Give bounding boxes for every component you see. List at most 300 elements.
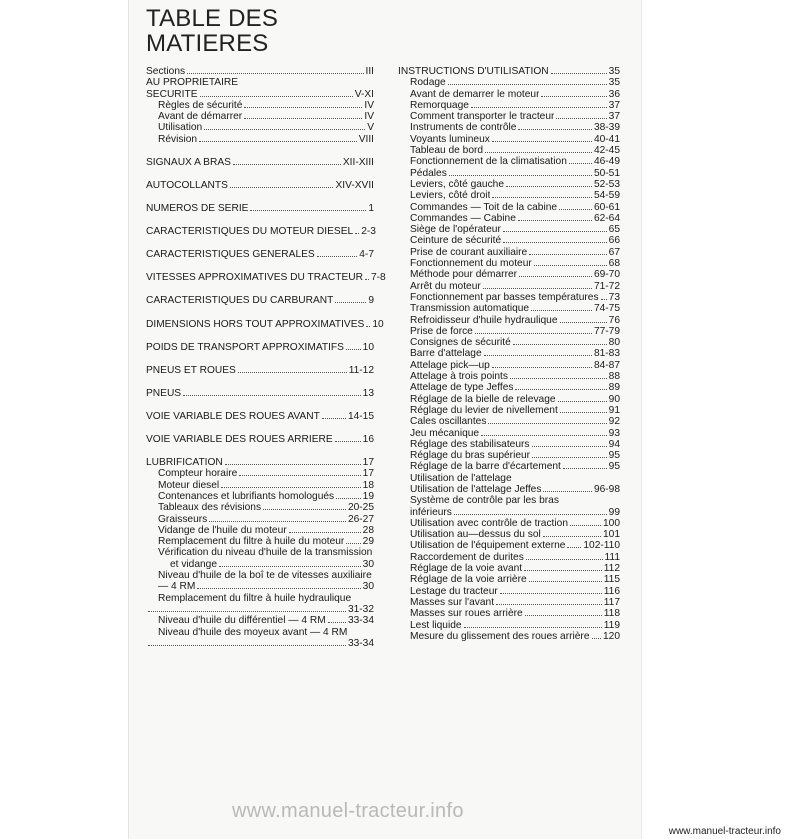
toc-entry [146,388,374,399]
toc-entry-page: 20-25 [347,502,374,514]
toc-entry [146,502,374,513]
toc-entry-page: 33-34 [347,615,374,627]
toc-entry-page: 33-34 [347,637,374,649]
toc-entry-page: XIV-XVII [335,179,374,191]
toc-entry-label: Graisseurs [158,513,208,525]
toc-entry [398,326,620,337]
toc-leader-dots [374,554,378,555]
toc-entry-label: Vidange de l'huile du moteur [158,524,287,536]
toc-entry-label: Fonctionnement de la climatisation [410,156,567,168]
toc-entry-page: 11-12 [348,364,374,376]
toc-entry-label: Prise de courant auxiliaire [410,246,528,258]
toc-entry [398,552,620,563]
toc-entry-label: Utilisation avec contrôle de traction [410,517,568,529]
toc-entry-page: 17 [362,457,374,469]
corner-url: www.manuel-tracteur.info [668,826,781,837]
toc-entry-label: LUBRIFICATION [146,457,223,469]
toc-leader-dots [250,209,366,211]
toc-entry-label: Utilisation de l'attelage [410,472,512,484]
toc-entry-page: 102-110 [583,540,620,552]
toc-entry [398,168,620,179]
toc-leader-dots [514,480,618,481]
toc-entry-page: 16 [362,434,374,445]
toc-entry-page: 100 [603,517,620,529]
toc-entry [146,627,374,638]
toc-entry [146,514,374,525]
toc-entry-page: 50-51 [593,167,620,179]
toc-leader-dots [204,128,365,130]
toc-entry-label: PNEUS [146,387,182,399]
toc-leader-dots [454,513,607,515]
toc-entry-page: 117 [603,596,620,608]
toc-leader-dots [230,186,334,188]
toc-leader-dots [561,502,618,503]
toc-entry-label: Sections [146,66,186,77]
toc-leader-dots [518,128,591,130]
page-title [146,6,278,56]
toc-leader-dots [532,445,607,447]
toc-entry [398,620,620,631]
toc-entry [146,318,384,330]
toc-leader-dots [475,332,592,334]
toc-entry [398,315,620,326]
toc-leader-dots [238,371,347,373]
toc-entry-page: VIII [358,133,374,145]
toc-entry-label: SECURITE [146,88,198,100]
toc-entry-label: Utilisation de l'équipement externe [410,540,566,552]
toc-entry-label: INSTRUCTIONS D'UTILISATION [398,66,549,77]
toc-entry-label: Arrêt du moteur [410,280,481,292]
toc-entry-label: Utilisation au—dessus du sol [410,529,541,541]
toc-entry-label: Masses sur l'avant [410,596,495,608]
toc-entry-label: Instruments de contrôle [410,122,517,134]
toc-entry-label: Réglage du bras supérieur [410,450,531,462]
toc-leader-dots [449,174,592,176]
toc-leader-dots [506,185,592,187]
toc-leader-dots [335,440,361,442]
toc-entry-label: Transmission automatique [410,303,530,315]
toc-entry [398,190,620,201]
toc-leader-dots [485,151,592,153]
toc-entry [146,615,374,626]
toc-entry-label: Attelage pick—up [410,359,490,371]
toc-entry-page: 84-87 [593,359,620,371]
toc-entry-page: 31-32 [347,603,374,615]
toc-entry-page: 37 [608,111,620,123]
toc-leader-dots [492,366,592,368]
toc-leader-dots [592,637,602,639]
toc-entry [398,473,620,484]
toc-entry [398,156,620,167]
toc-entry-page: 28 [362,524,374,536]
toc-entry [398,145,620,156]
toc-leader-dots [317,255,358,257]
toc-entry [146,77,374,88]
toc-entry-label: Raccordement de durites [410,551,524,563]
toc-left-column [146,66,386,649]
toc-entry-page: 74-75 [593,303,620,315]
toc-leader-dots [148,644,346,646]
toc-leader-dots [471,106,607,108]
toc-entry-label: et vidange [170,558,218,570]
toc-entry-page: 30 [362,558,374,570]
toc-leader-dots [570,524,601,526]
toc-entry-page: 94 [608,438,620,450]
title-line-2: MATIERES [146,30,269,57]
toc-entry [398,484,620,495]
toc-leader-dots [336,497,361,499]
toc-leader-dots [366,325,370,327]
toc-leader-dots [503,230,607,232]
toc-leader-dots [526,558,603,560]
toc-leader-dots [240,84,372,85]
toc-entry-label: Compteur horaire [158,468,238,480]
toc-entry-label: Réglage de la voie avant [410,563,523,575]
toc-entry-label: Remplacement du filtre à huile hydraulique [158,592,352,604]
toc-entry-page: 42-45 [593,145,620,157]
toc-entry-label: inférieurs [410,506,452,518]
watermark-url: www.manuel-tracteur.info [232,800,464,822]
toc-entry-label: Voyants lumineux [410,133,490,145]
toc-leader-dots [532,456,607,458]
toc-leader-dots [322,417,346,419]
toc-entry-label: AU PROPRIETAIRE [146,77,239,89]
toc-entry [146,365,374,376]
toc-leader-dots [543,535,601,537]
toc-leader-dots [500,592,602,594]
toc-entry-label: VITESSES APPROXIMATIVES DU TRACTEUR [146,272,363,284]
toc-entry-label: Niveau d'huile de la boî te de vitesses auxiliaire [158,570,372,582]
toc-entry [146,122,374,133]
toc-entry-label: Prise de force [410,325,473,337]
toc-entry-label: DIMENSIONS HORS TOUT APPROXIMATIVES [146,318,365,330]
toc-entry-page: 35 [608,77,620,89]
toc-entry-page: 30 [362,581,374,593]
toc-entry-label: Consignes de sécurité [410,337,511,349]
toc-entry-label: CARACTERISTIQUES GENERALES [146,249,315,261]
toc-leader-dots [483,287,592,289]
toc-entry-page: IV [364,99,374,111]
toc-entry-page: 26-27 [347,513,374,525]
toc-leader-dots [335,301,366,303]
toc-leader-dots [353,600,372,601]
toc-leader-dots [328,621,346,623]
toc-leader-dots [534,264,607,266]
toc-entry-label: Niveau d'huile des moyeux avant — 4 RM [158,626,348,638]
toc-entry-label: Mesure du glissement des roues arrière [410,630,590,642]
toc-leader-dots [515,388,606,390]
toc-entry [146,134,374,145]
toc-entry [146,480,374,491]
toc-entry [398,382,620,393]
toc-entry-page: 36 [608,88,620,100]
toc-leader-dots [492,196,592,198]
toc-entry [398,303,620,314]
toc-leader-dots [233,163,341,165]
toc-entry-label: Règles de sécurité [158,99,243,111]
toc-leader-dots [543,490,591,492]
toc-leader-dots [524,569,602,571]
toc-entry-label: Méthode pour démarrer [410,269,518,281]
toc-entry [146,66,374,77]
toc-entry [398,134,620,145]
toc-leader-dots [263,508,346,510]
toc-leader-dots [346,348,361,350]
toc-entry-page: 92 [608,416,620,428]
toc-entry [398,360,620,371]
toc-entry [398,281,620,292]
toc-leader-dots [464,626,602,628]
toc-entry-label: Vérification du niveau d'huile de la transmission [158,547,373,559]
toc-entry [146,100,374,111]
toc-entry [146,111,374,122]
toc-entry-label: Remorquage [410,99,469,111]
toc-entry-label: Moteur diesel [158,479,220,491]
toc-leader-dots [513,343,607,345]
toc-entry [146,295,374,306]
toc-entry-page: 54-59 [593,190,620,202]
toc-entry-label: Utilisation [158,122,203,134]
toc-entry-page: 14-15 [347,410,374,422]
toc-entry-page: 69-70 [593,269,620,281]
toc-entry [146,638,374,649]
toc-entry-page: 46-49 [593,156,620,168]
toc-entry [146,604,374,615]
toc-entry-page: 10 [372,318,384,330]
toc-entry-page: 19 [362,490,374,502]
toc-entry-page: 18 [362,479,374,491]
toc-entry-page: 76 [608,314,620,326]
toc-entry-page: 93 [608,427,620,439]
toc-entry [146,491,374,502]
toc-entry-label: Avant de démarrer [158,111,243,123]
toc-entry [146,203,374,214]
title-line-1: TABLE DES [146,5,279,32]
toc-entry [146,559,374,570]
toc-entry-label: Réglage de la barre d'écartement [410,461,561,473]
toc-entry-label: NUMEROS DE SERIE [146,203,249,215]
toc-entry [398,77,620,88]
toc-entry [398,122,620,133]
toc-entry-label: Lest liquide [410,619,462,631]
toc-entry-page: 77-79 [593,325,620,337]
toc-entry-label: Avant de demarrer le moteur [410,88,540,100]
toc-entry [398,405,620,416]
toc-entry [398,631,620,642]
toc-entry [398,100,620,111]
toc-entry [398,608,620,619]
toc-entry-label: AUTOCOLLANTS [146,179,228,191]
toc-leader-dots [488,422,606,424]
toc-entry-label: Masses sur roues arrière [410,608,523,620]
toc-leader-dots [529,253,606,255]
toc-leader-dots [219,565,361,567]
toc-entry-page: 89 [608,382,620,394]
toc-leader-dots [496,603,602,605]
toc-entry-page: 81-83 [593,348,620,360]
toc-entry-page: 1 [368,203,374,215]
toc-entry-label: Fonctionnement par basses températures [410,291,599,303]
toc-entry-label: Tableau de bord [410,145,484,157]
toc-leader-dots [484,354,592,356]
toc-entry-page: 38-39 [593,122,620,134]
toc-entry [398,371,620,382]
toc-entry [146,89,374,100]
toc-leader-dots [503,241,606,243]
toc-entry-page: IV [364,111,374,123]
toc-entry-page: III [365,66,374,77]
toc-entry-page: 68 [608,258,620,270]
toc-leader-dots [197,587,360,589]
toc-entry [146,157,374,168]
toc-leader-dots [518,219,592,221]
toc-leader-dots [148,610,346,612]
toc-leader-dots [560,321,607,323]
toc-entry-label: VOIE VARIABLE DES ROUES ARRIERE [146,434,333,445]
toc-entry-label: SIGNAUX A BRAS [146,156,231,168]
toc-leader-dots [289,531,361,533]
toc-entry-label: Utilisation de l'attelage Jeffes [410,483,542,495]
toc-entry [146,593,374,604]
toc-entry [398,540,620,551]
toc-entry-label: CARACTERISTIQUES DU CARBURANT [146,295,334,307]
toc-entry-page: 65 [608,224,620,236]
toc-leader-dots [187,72,363,74]
toc-entry-label: Siège de l'opérateur [410,224,501,236]
toc-entry-label: Cales oscillantes [410,416,487,428]
toc-entry [398,529,620,540]
toc-leader-dots [601,298,607,300]
toc-entry-page: 4-7 [359,249,374,261]
toc-entry-page: 40-41 [593,133,620,145]
toc-entry [398,574,620,585]
toc-entry-label: PNEUS ET ROUES [146,364,236,376]
toc-entry-page: 2-3 [361,226,376,238]
toc-leader-dots [244,117,362,119]
toc-leader-dots [448,83,607,85]
toc-entry-label: Attelage de type Jeffes [410,382,514,394]
toc-entry-page: 115 [603,574,620,586]
toc-entry-label: Contenances et lubrifiants homologués [158,490,335,502]
toc-entry-page: 73 [608,291,620,303]
toc-entry-page: 9 [368,295,374,307]
toc-entry-page: XII-XIII [342,156,374,168]
toc-entry-label: Système de contrôle par les bras [410,495,559,507]
toc-entry [146,272,386,284]
toc-entry [146,411,374,422]
toc-right-column [398,66,620,642]
toc-leader-dots [563,467,607,469]
toc-leader-dots [365,278,369,280]
toc-leader-dots [560,411,607,413]
toc-leader-dots [346,542,360,544]
toc-leader-dots [551,72,607,74]
toc-leader-dots [567,546,581,548]
toc-entry [398,224,620,235]
toc-leader-dots [525,614,602,616]
toc-entry [146,226,374,237]
toc-entry-label: Refroidisseur d'huile hydraulique [410,314,558,326]
toc-entry [146,547,374,558]
toc-entry-page: 60-61 [593,201,620,213]
toc-entry-label: Comment transporter le tracteur [410,111,555,123]
toc-entry [146,570,374,581]
toc-entry-label: Rodage [410,77,446,89]
toc-entry [398,66,620,77]
toc-entry [398,89,620,100]
toc-entry-page: 52-53 [593,178,620,190]
toc-leader-dots [529,580,602,582]
toc-entry-page: 119 [603,619,620,631]
toc-entry-label: CARACTERISTIQUES DU MOTEUR DIESEL [146,226,354,238]
toc-entry [398,416,620,427]
toc-leader-dots [558,400,607,402]
toc-entry [398,213,620,224]
toc-entry [398,428,620,439]
toc-entry-label: Réglage des stabilisateurs [410,438,530,450]
toc-entry-page: 66 [608,235,620,247]
toc-entry [146,468,374,479]
toc-entry-label: Commandes — Cabine [410,212,516,224]
toc-entry-page: 62-64 [593,212,620,224]
toc-entry-page: 91 [608,404,620,416]
toc-entry [398,348,620,359]
toc-entry-page: 90 [608,393,620,405]
toc-entry-label: Leviers, côté gauche [410,178,505,190]
toc-entry-page: 120 [603,630,620,642]
toc-entry-page: 88 [608,371,620,383]
toc-entry [398,507,620,518]
toc-entry-page: 17 [362,468,374,480]
toc-entry [398,337,620,348]
toc-leader-dots [209,520,346,522]
toc-entry-page: 111 [604,551,620,563]
toc-entry-page: 95 [608,461,620,473]
toc-entry [398,461,620,472]
toc-entry-page: 96-98 [593,483,620,495]
toc-entry-page: 101 [603,529,620,541]
toc-entry-label: Lestage du tracteur [410,585,498,597]
toc-entry-page: 95 [608,450,620,462]
toc-entry-label: Fonctionnement du moteur [410,258,532,270]
toc-entry [398,597,620,608]
toc-entry-page: 7-8 [371,272,386,284]
toc-entry [398,495,620,506]
toc-entry-page: 37 [608,99,620,111]
toc-entry [146,249,374,260]
toc-entry [398,179,620,190]
toc-entry-page: V [367,122,374,134]
toc-leader-dots [199,140,357,142]
toc-entry [146,525,374,536]
toc-entry-page: 29 [362,536,374,548]
toc-entry-page: 116 [603,585,620,597]
toc-entry-label: Tableaux des révisions [158,502,262,514]
toc-leader-dots [244,106,362,108]
toc-entry [398,258,620,269]
toc-leader-dots [569,162,592,164]
toc-entry-page: 99 [608,506,620,518]
toc-entry-label: POIDS DE TRANSPORT APPROXIMATIFS [146,341,344,353]
toc-entry-label: Barre d'attelage [410,348,482,360]
toc-entry-page: 112 [603,563,620,575]
toc-entry [146,536,374,547]
toc-entry-label: Réglage du levier de nivellement [410,404,558,416]
toc-leader-dots [355,232,359,234]
toc-entry [398,247,620,258]
toc-leader-dots [510,377,607,379]
toc-entry-label: VOIE VARIABLE DES ROUES AVANT [146,410,320,422]
